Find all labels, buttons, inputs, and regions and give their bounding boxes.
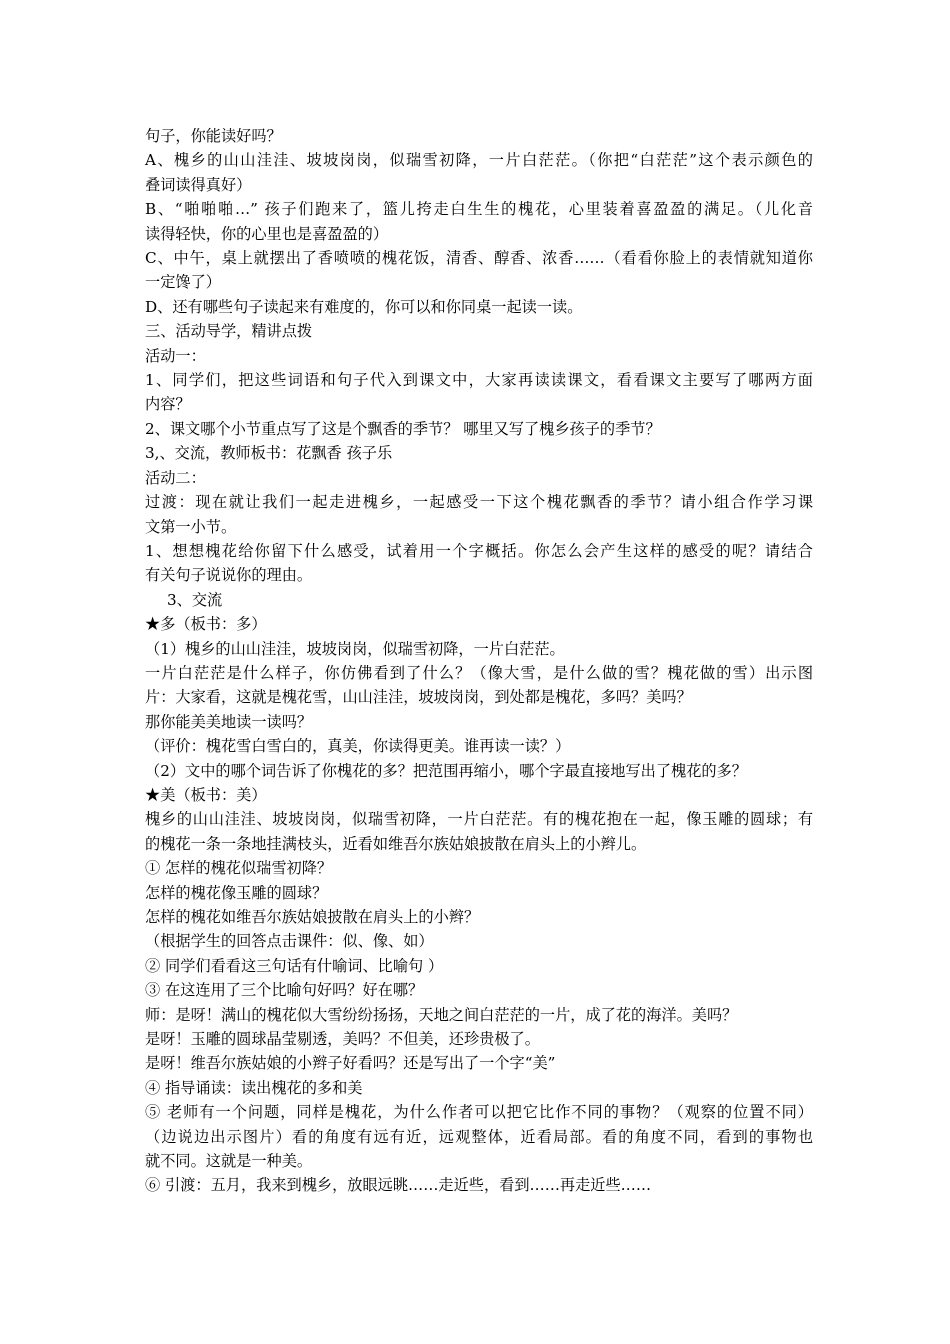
text-line: 2、课文哪个小节重点写了这是个飘香的季节？ 哪里又写了槐乡孩子的季节？ bbox=[145, 419, 661, 438]
text-line: 内容？ bbox=[145, 395, 191, 414]
text-line: 一片白茫茫是什么样子，你仿佛看到了什么？（像大雪，是什么做的雪？槐花做的雪）出示图 bbox=[145, 663, 813, 682]
text-line: 那你能美美地读一读吗？ bbox=[145, 712, 313, 731]
text-line: 片：大家看，这就是槐花雪，山山洼洼，坡坡岗岗，到处都是槐花，多吗？美吗？ bbox=[145, 688, 692, 707]
text-line: 1、想想槐花给你留下什么感受，试着用一个字概括。你怎么会产生这样的感受的呢？请结合 bbox=[145, 541, 813, 560]
text-line: 句子，你能读好吗？ bbox=[145, 127, 282, 145]
text-line: 读得轻快，你的心里也是喜盈盈的） bbox=[145, 224, 388, 243]
text-line: 槐乡的山山洼洼、坡坡岗岗，似瑞雪初降，一片白茫茫。有的槐花抱在一起，像玉雕的圆球；有 bbox=[145, 810, 813, 829]
text-line: 1、同学们，把这些词语和句子代入到课文中，大家再读读课文，看看课文主要写了哪两方面 bbox=[145, 371, 813, 390]
text-line: （评价：槐花雪白雪白的，真美，你读得更美。谁再读一读？） bbox=[145, 737, 571, 756]
text-line: ① 怎样的槐花似瑞雪初降？ bbox=[145, 859, 333, 878]
text-line: 活动一： bbox=[145, 346, 206, 365]
text-line: ⑤ 老师有一个问题，同样是槐花，为什么作者可以把它比作不同的事物？（观察的位置不同） bbox=[145, 1103, 813, 1122]
text-line: （边说边出示图片）看的角度有远有近，远观整体，近看局部。看的角度不同，看到的事物也 bbox=[145, 1127, 813, 1146]
text-line: A、槐乡的山山洼洼、坡坡岗岗，似瑞雪初降，一片白茫茫。（你把“白茫茫”这个表示颜色的 bbox=[145, 151, 813, 170]
text-line: ④ 指导诵读：读出槐花的多和美 bbox=[145, 1078, 363, 1097]
text-line: （1）槐乡的山山洼洼，坡坡岗岗，似瑞雪初降，一片白茫茫。 bbox=[145, 639, 565, 658]
text-line: 师：是呀！满山的槐花似大雪纷纷扬扬，天地之间白茫茫的一片，成了花的海洋。美吗？ bbox=[145, 1005, 738, 1024]
text-line: ② 同学们看看这三句话有什喻词、比喻句 ） bbox=[145, 956, 444, 975]
text-line: 活动二： bbox=[145, 468, 206, 487]
text-line: C、中午，桌上就摆出了香喷喷的槐花饭，清香、醇香、浓香……（看看你脸上的表情就知道你 bbox=[145, 249, 813, 268]
document-page bbox=[145, 124, 813, 1198]
text-line: B、“啪啪啪…” 孩子们跑来了，篮儿挎走白生生的槐花，心里装着喜盈盈的满足。（儿化音 bbox=[145, 200, 813, 219]
text-line: （根据学生的回答点击课件：似、像、如） bbox=[145, 932, 434, 951]
text-line: 文第一小节。 bbox=[145, 517, 237, 536]
text-line: ★多（板书：多） bbox=[145, 615, 267, 634]
text-line: 是呀！玉雕的圆球晶莹剔透，美吗？不但美，还珍贵极了。 bbox=[145, 1030, 540, 1049]
text-line: 有关句子说说你的理由。 bbox=[145, 566, 313, 585]
text-line: 3、交流 bbox=[167, 590, 223, 609]
text-line: ★美（板书：美） bbox=[145, 785, 267, 804]
text-line: 是呀！维吾尔族姑娘的小辫子好看吗？还是写出了一个字“美” bbox=[145, 1054, 556, 1073]
text-line: 怎样的槐花如维吾尔族姑娘披散在肩头上的小辫？ bbox=[145, 908, 480, 926]
text-line: ③ 在这连用了三个比喻句好吗？好在哪？ bbox=[145, 981, 424, 1000]
text-line: 三、活动导学，精讲点拨 bbox=[145, 322, 313, 341]
text-line: 的槐花一条一条地挂满枝头，近看如维吾尔族姑娘披散在肩头上的小辫儿。 bbox=[145, 834, 647, 853]
text-line: ⑥ 引渡：五月，我来到槐乡，放眼远眺……走近些，看到……再走近些…… bbox=[145, 1176, 652, 1195]
text-line: 3,、交流，教师板书：花飘香 孩子乐 bbox=[145, 444, 393, 463]
text-line: 叠词读得真好） bbox=[145, 175, 252, 194]
text-line: 就不同。这就是一种美。 bbox=[145, 1152, 313, 1171]
text-line: （2）文中的哪个词告诉了你槐花的多？把范围再缩小，哪个字最直接地写出了槐花的多？ bbox=[145, 761, 747, 780]
text-line: 一定馋了） bbox=[145, 273, 221, 292]
text-line: D、还有哪些句子读起来有难度的，你可以和你同桌一起读一读。 bbox=[145, 297, 583, 316]
text-line: 怎样的槐花像玉雕的圆球？ bbox=[145, 883, 328, 902]
text-line: 过渡：现在就让我们一起走进槐乡，一起感受一下这个槐花飘香的季节？请小组合作学习课 bbox=[145, 493, 813, 512]
